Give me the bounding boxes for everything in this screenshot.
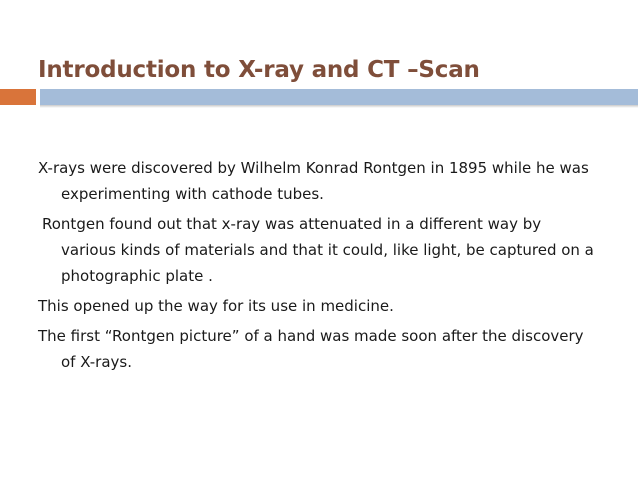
body-paragraph: This opened up the way for its use in medicine. (38, 297, 394, 315)
title-accent-bar-orange (0, 89, 36, 105)
title-accent-bar-blue (40, 89, 638, 105)
body-paragraph: The first “Rontgen picture” of a hand was made soon after the discovery of X-rays. (38, 327, 584, 371)
slide-title: Introduction to X-ray and CT –Scan (38, 57, 480, 83)
body-paragraph: Rontgen found out that x-ray was attenuated in a different way by various kinds of materials and that it could, like light, be captured on a photographic plate . (42, 215, 594, 285)
body-paragraph: X-rays were discovered by Wilhelm Konrad Rontgen in 1895 while he was experimenting with cathode tubes. (38, 159, 589, 203)
slide-body (38, 155, 598, 379)
title-bar-shadow (40, 105, 638, 108)
